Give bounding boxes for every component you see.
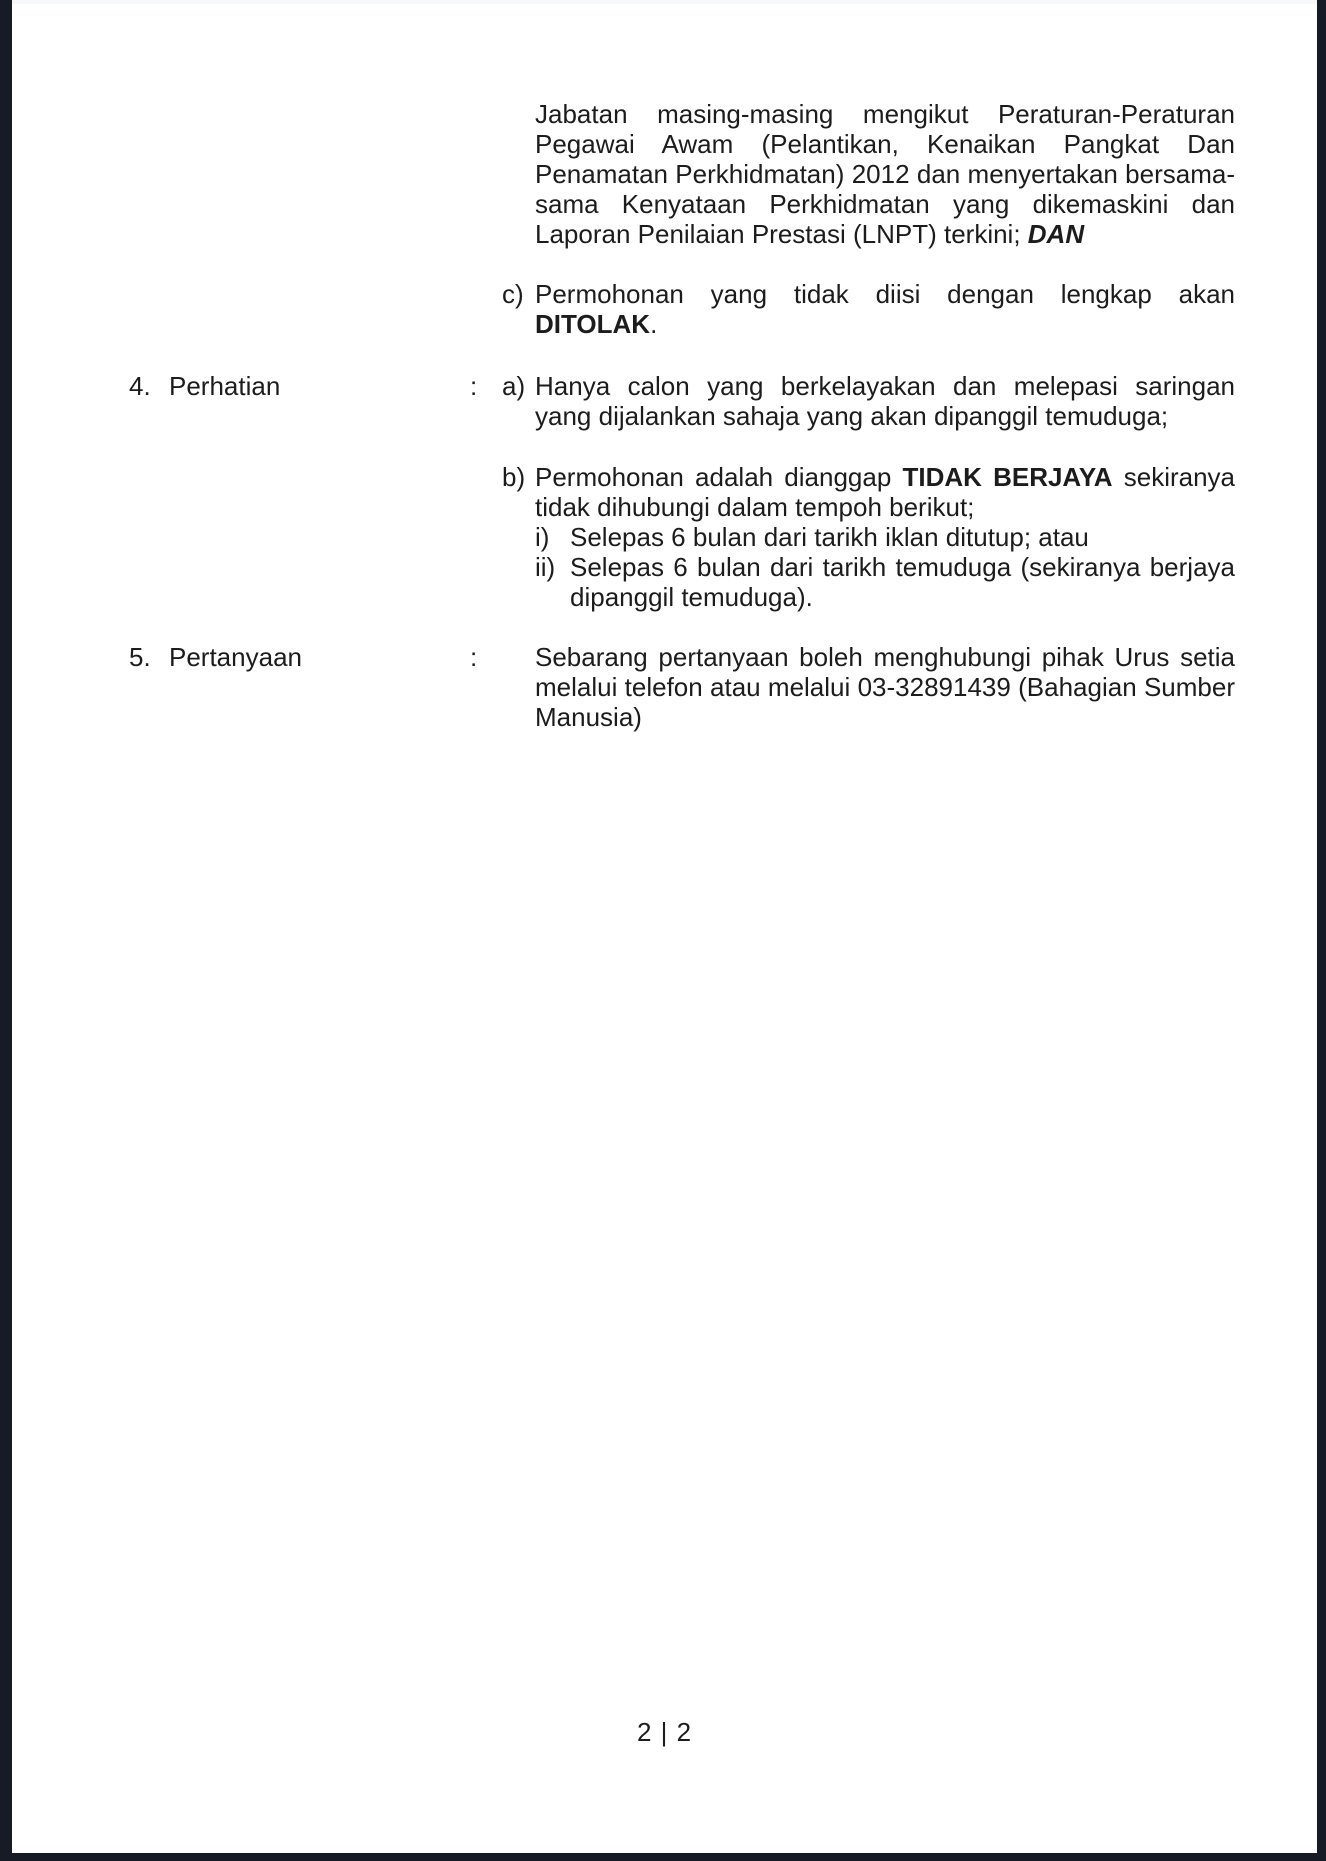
- section-pertanyaan-number: 5.: [129, 642, 151, 672]
- continuation-paragraph: [535, 99, 1235, 249]
- section-perhatian-body: [502, 371, 1235, 612]
- list-item-b-text-post: sekiranya tidak dihubungi dalam tempoh berikut;: [535, 462, 1236, 522]
- page-number-footer: 2 | 2: [636, 1717, 693, 1747]
- list-item-a-marker: a): [502, 371, 526, 401]
- number-column-empty: [129, 99, 169, 339]
- section-pertanyaan-body: [502, 642, 1235, 732]
- list-item-c-text-bold: DITOLAK: [535, 309, 651, 339]
- section-perhatian-label: Perhatian: [169, 371, 281, 401]
- sub-item-i: [535, 522, 1235, 552]
- continuation-paragraph-text: Jabatan masing-masing mengikut Peraturan-Peraturan Pegawai Awam (Pelantikan, Kenaikan Pangkat Dan Penamatan Perkhidmatan) 2012 dan menyertakan bersama-sama Kenyataan Perkhidmatan yang dikemaskini dan Laporan Penilaian Prestasi (LNPT) terkini;: [535, 99, 1235, 249]
- list-item-c: [502, 279, 1235, 339]
- label-column-empty: [169, 99, 470, 339]
- section-perhatian-number: 4.: [129, 371, 151, 401]
- section-perhatian: [129, 371, 1317, 612]
- continuation-paragraph-bold-italic: DAN: [1027, 219, 1085, 249]
- list-item-b: [502, 462, 1235, 612]
- list-item-a-text: Hanya calon yang berkelayakan dan melepasi saringan yang dijalankan sahaja yang akan dipanggil temuduga;: [535, 371, 1235, 431]
- section-pertanyaan-text: Sebarang pertanyaan boleh menghubungi pihak Urus setia melalui telefon atau melalui 03-32891439 (Bahagian Sumber Manusia): [535, 642, 1235, 732]
- list-item-b-marker: b): [502, 462, 526, 492]
- sub-item-ii-text: Selepas 6 bulan dari tarikh temuduga (sekiranya berjaya dipanggil temuduga).: [570, 552, 1235, 612]
- continuation-body: [502, 99, 1235, 339]
- section-pertanyaan: [129, 642, 1317, 732]
- list-item-c-text-pre: Permohonan yang tidak diisi dengan lengkap akan: [535, 279, 1235, 309]
- sub-item-ii: [535, 552, 1235, 612]
- list-item-b-text-bold: TIDAK BERJAYA: [902, 462, 1113, 492]
- document-content: [12, 0, 1317, 732]
- document-sheet: [12, 0, 1317, 1853]
- sub-item-i-marker: i): [535, 522, 550, 552]
- sub-item-i-text: Selepas 6 bulan dari tarikh iklan ditutup; atau: [570, 522, 1089, 552]
- continuation-row: [129, 99, 1317, 339]
- list-item-c-text: [535, 279, 1235, 339]
- list-item-a: [502, 371, 1235, 431]
- list-item-c-marker: c): [502, 279, 524, 309]
- list-item-c-text-post: .: [650, 309, 658, 339]
- section-perhatian-colon: :: [470, 371, 478, 401]
- section-pertanyaan-label: Pertanyaan: [169, 642, 302, 672]
- colon-column-empty: [470, 99, 502, 339]
- sub-item-ii-marker: ii): [535, 552, 556, 582]
- list-item-b-text: [535, 462, 1235, 612]
- list-item-b-text-pre: Permohonan adalah dianggap: [535, 462, 903, 492]
- section-pertanyaan-colon: :: [470, 642, 478, 672]
